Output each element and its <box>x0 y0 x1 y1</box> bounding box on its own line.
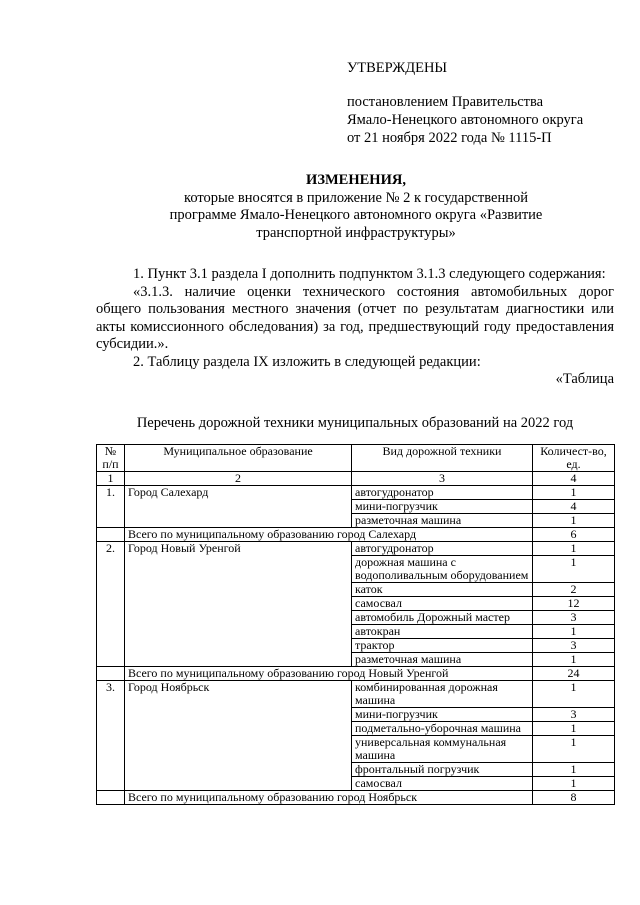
equipment-cell: дорожная машина с водополивальным оборудованием <box>352 556 533 583</box>
equipment-cell: каток <box>352 583 533 597</box>
approval-line-2: Ямало-Ненецкого автономного округа <box>347 112 584 128</box>
quantity-cell: 1 <box>533 722 615 736</box>
equipment-cell: автомобиль Дорожный мастер <box>352 611 533 625</box>
table-row <box>97 681 615 708</box>
paragraph-2: «3.1.3. наличие оценки технического состояния автомобильных дорог общего пользования местного значения (отчет по результатам диагностики или акты комиссионного обследования) за год, предшествующий году предоставления субсидии.». <box>96 283 614 352</box>
total-row <box>97 667 615 681</box>
approval-line-3: от 21 ноября 2022 года № 1115-П <box>347 130 552 146</box>
total-empty-cell <box>97 791 125 805</box>
total-label: Всего по муниципальному образованию город Новый Уренгой <box>125 667 533 681</box>
paragraph-1: 1. Пункт 3.1 раздела I дополнить подпунктом 3.1.3 следующего содержания: <box>133 266 606 282</box>
equipment-table <box>96 444 615 805</box>
quantity-cell: 1 <box>533 542 615 556</box>
equipment-cell: фронтальный погрузчик <box>352 763 533 777</box>
total-label: Всего по муниципальному образованию город Салехард <box>125 528 533 542</box>
table-row <box>97 542 615 556</box>
equipment-cell: самосвал <box>352 597 533 611</box>
equipment-cell: подметально-уборочная машина <box>352 722 533 736</box>
body-text <box>96 266 614 389</box>
quantity-cell: 1 <box>533 736 615 763</box>
title-line-2: программе Ямало-Ненецкого автономного округа «Развитие <box>169 207 543 223</box>
municipality-cell: Город Салехард <box>125 486 352 528</box>
column-numbers-row <box>97 472 615 486</box>
table-label: «Таблица <box>555 371 614 387</box>
quantity-cell: 3 <box>533 708 615 722</box>
row-number: 1. <box>97 486 125 528</box>
quantity-cell: 1 <box>533 486 615 500</box>
quantity-cell: 1 <box>533 514 615 528</box>
total-row <box>97 528 615 542</box>
col-number: 2 <box>125 472 352 486</box>
header-equipment: Вид дорожной техники <box>352 445 533 472</box>
header-qty: Количест-во, ед. <box>533 445 615 472</box>
equipment-cell: разметочная машина <box>352 514 533 528</box>
total-label: Всего по муниципальному образованию город Ноябрьск <box>125 791 533 805</box>
total-empty-cell <box>97 667 125 681</box>
equipment-cell: автогудронатор <box>352 486 533 500</box>
document-title <box>96 172 616 242</box>
municipality-cell: Город Новый Уренгой <box>125 542 352 667</box>
equipment-cell: мини-погрузчик <box>352 708 533 722</box>
quantity-cell: 1 <box>533 653 615 667</box>
title-line-3: транспортной инфраструктуры» <box>256 224 456 241</box>
equipment-cell: мини-погрузчик <box>352 500 533 514</box>
total-value: 8 <box>533 791 615 805</box>
total-value: 6 <box>533 528 615 542</box>
approval-line-1: постановлением Правительства <box>347 94 544 110</box>
total-value: 24 <box>533 667 615 681</box>
quantity-cell: 1 <box>533 763 615 777</box>
table-header-row <box>97 445 615 472</box>
equipment-cell: комбинированная дорожная машина <box>352 681 533 708</box>
quantity-cell: 1 <box>533 556 615 583</box>
header-municipality: Муниципальное образование <box>125 445 352 472</box>
approval-block <box>347 59 583 147</box>
quantity-cell: 3 <box>533 611 615 625</box>
quantity-cell: 12 <box>533 597 615 611</box>
quantity-cell: 1 <box>533 777 615 791</box>
equipment-cell: автокран <box>352 625 533 639</box>
municipality-cell: Город Ноябрьск <box>125 681 352 791</box>
paragraph-3: 2. Таблицу раздела IX изложить в следующей редакции: <box>133 353 481 370</box>
quantity-cell: 4 <box>533 500 615 514</box>
quantity-cell: 2 <box>533 583 615 597</box>
title-line-1: которые вносятся в приложение № 2 к государственной <box>184 189 528 206</box>
title-main: ИЗМЕНЕНИЯ, <box>306 172 406 188</box>
total-row <box>97 791 615 805</box>
approval-heading: УТВЕРЖДЕНЫ <box>347 60 448 76</box>
quantity-cell: 1 <box>533 681 615 708</box>
equipment-cell: универсальная коммунальная машина <box>352 736 533 763</box>
equipment-cell: разметочная машина <box>352 653 533 667</box>
equipment-cell: трактор <box>352 639 533 653</box>
row-number: 3. <box>97 681 125 791</box>
row-number: 2. <box>97 542 125 667</box>
col-number: 1 <box>97 472 125 486</box>
quantity-cell: 3 <box>533 639 615 653</box>
table-row <box>97 486 615 500</box>
col-number: 3 <box>352 472 533 486</box>
equipment-cell: самосвал <box>352 777 533 791</box>
total-empty-cell <box>97 528 125 542</box>
table-title: Перечень дорожной техники муниципальных образований на 2022 год <box>136 415 574 431</box>
quantity-cell: 1 <box>533 625 615 639</box>
header-num: № п/п <box>97 445 125 472</box>
equipment-cell: автогудронатор <box>352 542 533 556</box>
col-number: 4 <box>533 472 615 486</box>
